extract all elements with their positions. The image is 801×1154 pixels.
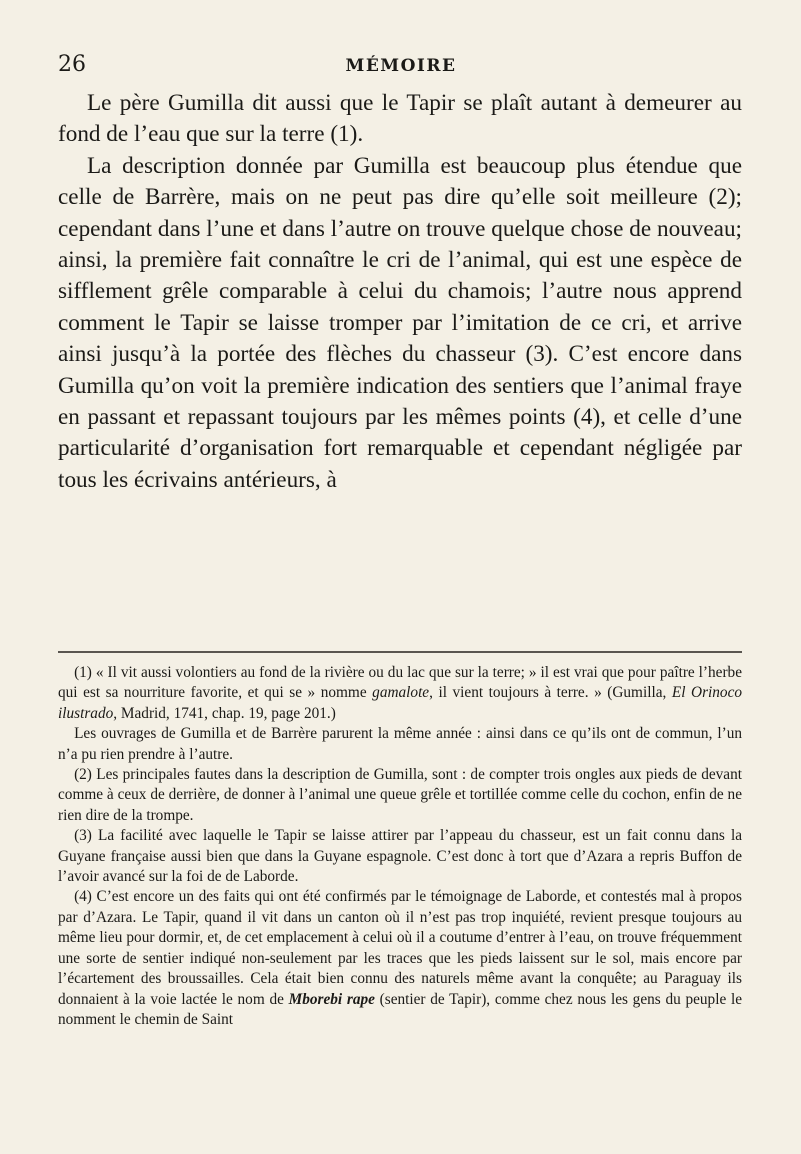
paragraph: Le père Gumilla dit aussi que le Tapir se plaît autant à demeurer au fond de l’eau que sur la terre (1). bbox=[58, 90, 742, 148]
main-text bbox=[58, 88, 742, 496]
footnote-1-continuation: Les ouvrages de Gumilla et de Barrère parurent la même année : ainsi dans ce qu’ils ont de commun, l’un n’a pu rien prendre à l’autre. bbox=[58, 725, 742, 763]
page-number: 26 bbox=[58, 52, 86, 77]
footnote-3: (3) La facilité avec laquelle le Tapir se laisse attirer par l’appeau du chasseur, est un fait connu dans la Guyane française aussi bien que dans la Guyane espagnole. C’est donc à tort que d’Azara a repris Buffon de l’avoir avancé sur la foi de de Laborde. bbox=[58, 827, 742, 886]
footnote-text: , Madrid, 1741, chap. 19, page 201.) bbox=[113, 704, 336, 722]
footnote-1 bbox=[58, 663, 742, 724]
footnote-term: Mborebi rape bbox=[288, 990, 375, 1008]
footnote-text: (1) « Il vit aussi volontiers au fond de la rivière ou du lac que sur la terre; » il est vrai que pour paître l’herbe qui est sa nourriture favorite, et qui se » nomme bbox=[58, 664, 742, 702]
footnote-text: (sentier de Tapir), comme chez nous les gens du peuple le nomment le chemin de Saint bbox=[58, 990, 742, 1028]
page-header bbox=[58, 52, 744, 82]
footnote-divider bbox=[58, 651, 742, 653]
footnotes bbox=[58, 663, 742, 1030]
footnote-book-title: El Orinoco ilustrado bbox=[58, 684, 743, 722]
paragraph: La description donnée par Gumilla est beaucoup plus étendue que celle de Barrère, mais on ne peut pas dire qu’elle soit meilleure (2); cependant dans l’une et dans l’autre on trouve quelque chose de nouveau; ainsi, la première fait connaître le cri de l’animal, qui est une espèce de sifflement grêle comparable à celui du chamois; l’autre nous apprend comment le Tapir se laisse tromper par l’imitation de ce cri, et arrive ainsi jusqu’à la portée des flèches du chasseur (3). C’est encore dans Gumilla qu’on voit la première indication des sentiers que l’animal fraye en passant et repassant toujours par les mêmes points (4), et celle d’une particularité d’organisation fort remarquable et cependant négligée par tous les écrivains antérieurs, à bbox=[58, 152, 742, 493]
footnote-4 bbox=[58, 887, 742, 1030]
running-title: MÉMOIRE bbox=[345, 56, 457, 76]
footnote-text: , il vient toujours à terre. » (Gumilla, bbox=[429, 684, 672, 702]
footnote-text: (4) C’est encore un des faits qui ont été confirmés par le témoignage de Laborde, et contestés mal à propos par d’Azara. Le Tapir, quand il vit dans un canton où il n’est pas trop inquiété, revient presque toujours au même lieu pour dormir, et, de cet emplacement à celui où il a coutume d’entrer à l’eau, on trouve fréquemment une sorte de sentier indiqué non-seulement par les traces que les pieds laissent sur le sol, mais encore par l’écartement des broussailles. Cela était bien connu des naturels même avant la conquête; au Paraguay ils donnaient à la voie lactée le nom de bbox=[58, 888, 742, 1008]
footnote-term: gamalote bbox=[372, 684, 430, 702]
footnote-2: (2) Les principales fautes dans la description de Gumilla, sont : de compter trois ongles aux pieds de devant comme à ceux de derrière, de donner à l’animal une queue grêle et tortillée comme celle du cochon, enfin de ne rien dire de la trompe. bbox=[58, 766, 742, 824]
